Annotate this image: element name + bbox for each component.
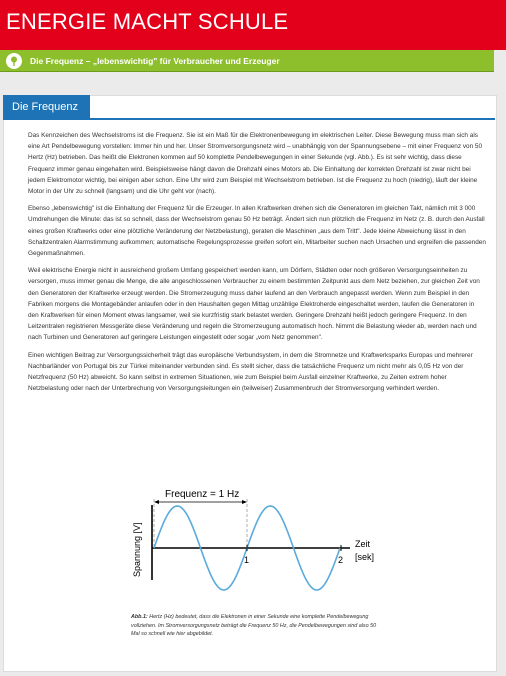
frequency-figure: [125, 485, 385, 605]
arrow-head-left: [154, 500, 159, 504]
article-body: [28, 130, 486, 400]
tab-die-frequenz[interactable]: Die Frequenz: [3, 95, 90, 118]
figure-caption: [131, 613, 381, 639]
y-axis-label: Spannung [V]: [132, 522, 142, 577]
section-title: Die Frequenz – „lebenswichtig" für Verbraucher und Erzeuger: [30, 55, 280, 66]
x-axis-label-sek: [sek]: [355, 552, 375, 562]
tab-divider: [3, 118, 495, 120]
tick-label-2: 2: [338, 555, 344, 565]
paragraph-4: Einen wichtigen Beitrag zur Versorgungssicherheit trägt das europäische Verbundsystem, in dem die Stromnetze und Kraftwerksparks Europas und mehrerer Nachbarländer von Portugal bis zur Türkei miteinander verbunden sind. Es stellt sicher, dass die tatsächliche Frequenz um nicht mehr als 0,05 Hz von der Netzfrequenz (50 Hz) abweicht. So kann selbst in extremen Situationen, wie zum Beispiel beim Ausfall einzelner Kraftwerke, zu Zeiten extrem hoher Netzbelastung oder nach der Unterbrechung von Versorgungsleitungen ein (teilweiser) Zusammenbruch der Stromversorgung verhindert werden.: [28, 351, 473, 393]
section-bar: [0, 50, 494, 72]
x-axis-label-zeit: Zeit: [355, 539, 371, 549]
energy-tree-icon: [6, 53, 22, 69]
paragraph-2: Ebenso „lebenswichtig" ist die Einhaltung der Frequenz für die Erzeuger. In allen Kraftwerken drehen sich die Generatoren im gleichen Takt, nämlich mit 3 000 Umdrehungen die Minute: das ist so schnell, dass der Wechselstrom genau 50 Hz beträgt. Ändert sich nun plötzlich die Frequenz im Netz (z. B. durch den Ausfall eines großen Kraftwerks oder eine plötzliche Veränderung der Netzbelastung), geraten die Maschinen „aus dem Tritt". Jede kleine Abweichung lässt in den Schaltzentralen Alarmstimmung aufkommen; automatische Regelungsprozesse greifen sofort ein, Mitarbeiter suchen nach Ursachen und ergreifen die passenden Gegenmaßnahmen.: [28, 205, 486, 258]
site-title: ENERGIE MACHT SCHULE: [6, 9, 289, 34]
arrow-head-right: [242, 500, 247, 504]
frequency-label: Frequenz = 1 Hz: [165, 489, 240, 500]
site-header: [0, 0, 506, 50]
paragraph-3: Weil elektrische Energie nicht in ausreichend großem Umfang gespeichert werden kann, um Dörfern, Städten oder noch größeren Versorgungseinheiten zu versorgen, muss immer genau die Menge, die alle angeschlossenen Verbraucher zu einem bestimmten Zeitpunkt aus dem Netz beziehen, zur gleichen Zeit von den Generatoren der Kraftwerke erzeugt werden. Die Stromerzeugung muss daher laufend an den Verbrauch angepasst werden. Wenn zum Beispiel in den Fabriken morgens die Montagebänder anlaufen oder in den Haushalten gegen Mittag unzählige Elektroherde eingeschaltet werden, laufen die Generatoren in den Kraftwerken für einen Moment etwas langsamer, weil sie kurzfristig stark belastet werden. Geringere Drehzahl heißt jedoch geringere Frequenz. In den Leitzentralen registrieren Messgeräte diese Veränderung und regeln die Stromerzeugung automatisch hoch. Nimmt die Belastung wieder ab, werden nach und nach Turbinen und Generatoren auf geringere Leistungen eingestellt oder sogar „vom Netz genommen".: [28, 267, 480, 342]
paragraph-1: Das Kennzeichen des Wechselstroms ist die Frequenz. Sie ist ein Maß für die Elektronenbewegung im elektrischen Leiter. Diese Bewegung muss man sich als eine Art Pendelbewegung vorstellen: Immer hin und her. Unser Stromversorgungsnetz wird – unabhängig von der Spannungsebene – mit einer Frequenz von 50 Hertz (Hz) betrieben. Das heißt die Elektronen kommen auf 50 komplette Pendelbewegungen in einer Sekunde (vgl. Abb.). Es ist sehr wichtig, dass diese Frequenz immer genau eingehalten wird. Beispielsweise hängt davon die Drehzahl eines Motors ab. Die Einhaltung der korrekten Drehzahl ist zwar nicht bei jedem Elektromotor wichtig, bei einigen aber schon. Eine Uhr wird zum Beispiel mit Wechselstrom betrieben. Ist die Frequenz zu hoch (niedrig), läuft der kleine Motor in der Uhr zu schnell (langsam) und die Uhr geht vor (nach).: [28, 132, 483, 196]
tick-label-1: 1: [244, 555, 250, 565]
caption-text: Hertz (Hz) bedeutet, dass die Elektronen in einer Sekunde eine komplette Pendelbewegung vollziehen. Im Stromversorgungsnetz beträgt die Frequenz 50 Hz, die Pendelbewegungen sind also 50 Mal so schnell wie hier abgebildet.: [131, 614, 377, 638]
caption-label: Abb.1:: [131, 614, 148, 620]
